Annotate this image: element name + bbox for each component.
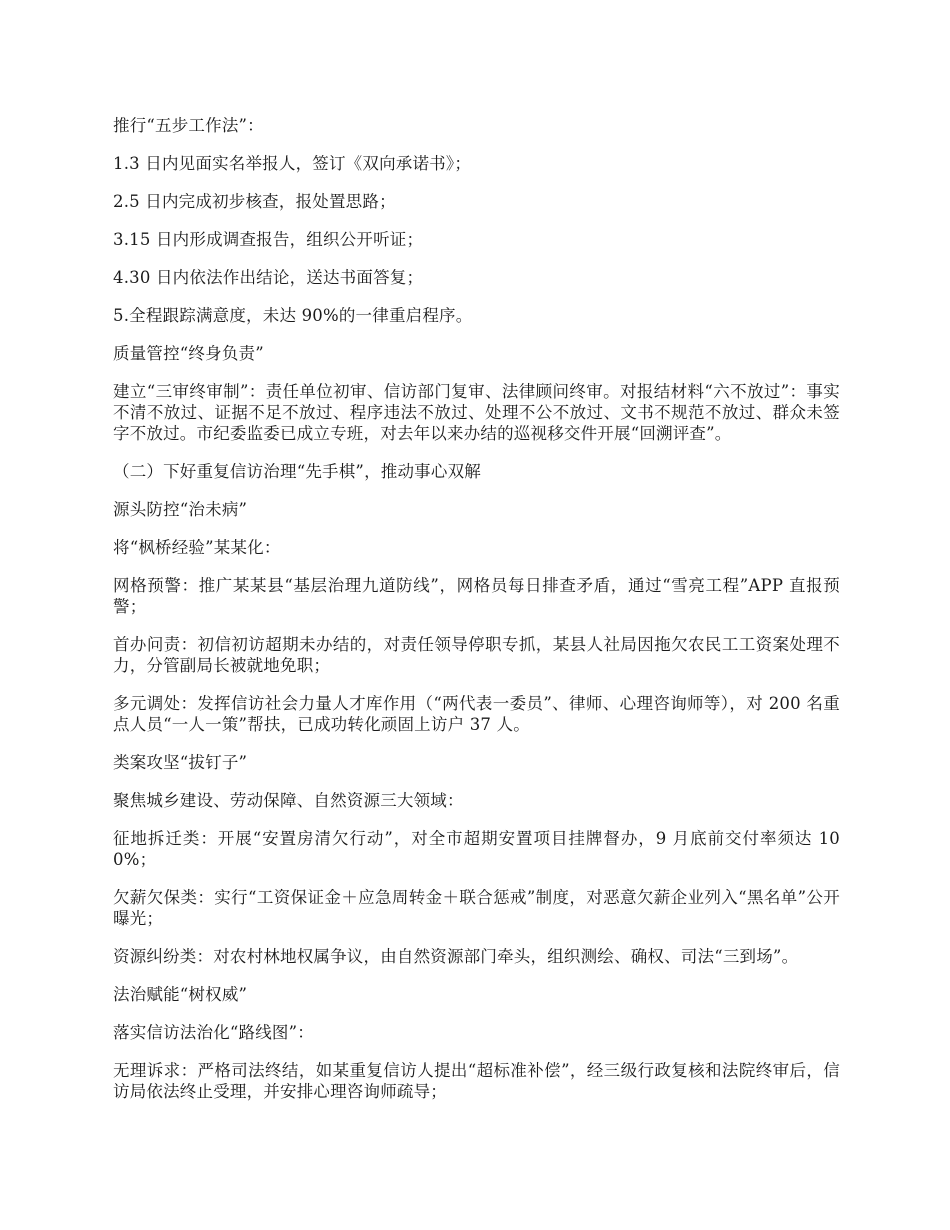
heading-source-prevention: 源头防控“治未病” — [113, 500, 248, 519]
paragraph-three-review: 建立“三审终审制”：责任单位初审、信访部门复审、法律顾问终审。对报结材料“六不放过”：事实不清不放过、证据不足不放过、程序违法不放过、处理不公不放过、文书不规范不放过、群众未签字不放过。市纪委监委已成立专班，对去年以来办结的巡视移交件开展“回溯评查”。 — [113, 382, 840, 443]
paragraph-fengqiao: 将“枫桥经验”某某化： — [113, 538, 281, 557]
paragraph-mediation: 多元调处：发挥信访社会力量人才库作用（“两代表一委员”、律师、心理咨询师等），对 200 名重点人员“一人一策”帮扶，已成功转化顽固上访户 37 人。 — [113, 694, 840, 734]
heading-quality-control: 质量管控“终身负责” — [113, 344, 264, 363]
paragraph-first-accountability: 首办问责：初信初访超期未办结的，对责任领导停职专抓，某县人社局因拖欠农民工工资案处理不力，分管副局长被就地免职； — [113, 635, 840, 675]
paragraph-grid-warning: 网格预警：推广某某县“基层治理九道防线”，网格员每日排查矛盾，通过“雪亮工程”APP 直报预警； — [113, 576, 840, 616]
paragraph-step-2: 2.5 日内完成初步核查，报处置思路； — [113, 192, 396, 211]
paragraph-step-1: 1.3 日内见面实名举报人，签订《双向承诺书》； — [113, 154, 472, 173]
paragraph-unreasonable-claims: 无理诉求：严格司法终结，如某重复信访人提出“超标准补偿”，经三级行政复核和法院终审后，信访局依法终止受理，并安排心理咨询师疏导； — [113, 1061, 840, 1101]
paragraph-five-step-method: 推行“五步工作法”： — [113, 116, 264, 135]
paragraph-step-5: 5.全程跟踪满意度，未达 90%的一律重启程序。 — [113, 306, 473, 325]
paragraph-wage-arrears: 欠薪欠保类：实行“工资保证金＋应急周转金＋联合惩戒”制度，对恶意欠薪企业列入“黑名单”公开曝光； — [113, 888, 840, 928]
section-heading-2: （二）下好重复信访治理“先手棋”，推动事心双解 — [113, 462, 481, 481]
paragraph-land-acquisition: 征地拆迁类：开展“安置房清欠行动”，对全市超期安置项目挂牌督办，9 月底前交付率须达 100%； — [113, 829, 840, 869]
heading-rule-of-law: 法治赋能“树权威” — [113, 985, 248, 1004]
paragraph-roadmap: 落实信访法治化“路线图”： — [113, 1023, 314, 1042]
paragraph-three-fields: 聚焦城乡建设、劳动保障、自然资源三大领域： — [113, 791, 464, 810]
paragraph-step-4: 4.30 日内依法作出结论，送达书面答复； — [113, 268, 424, 287]
paragraph-resource-disputes: 资源纠纷类：对农村林地权属争议，由自然资源部门牵头，组织测绘、确权、司法“三到场”。 — [113, 947, 799, 966]
paragraph-step-3: 3.15 日内形成调查报告，组织公开听证； — [113, 230, 424, 249]
heading-case-tackling: 类案攻坚“拔钉子” — [113, 753, 248, 772]
